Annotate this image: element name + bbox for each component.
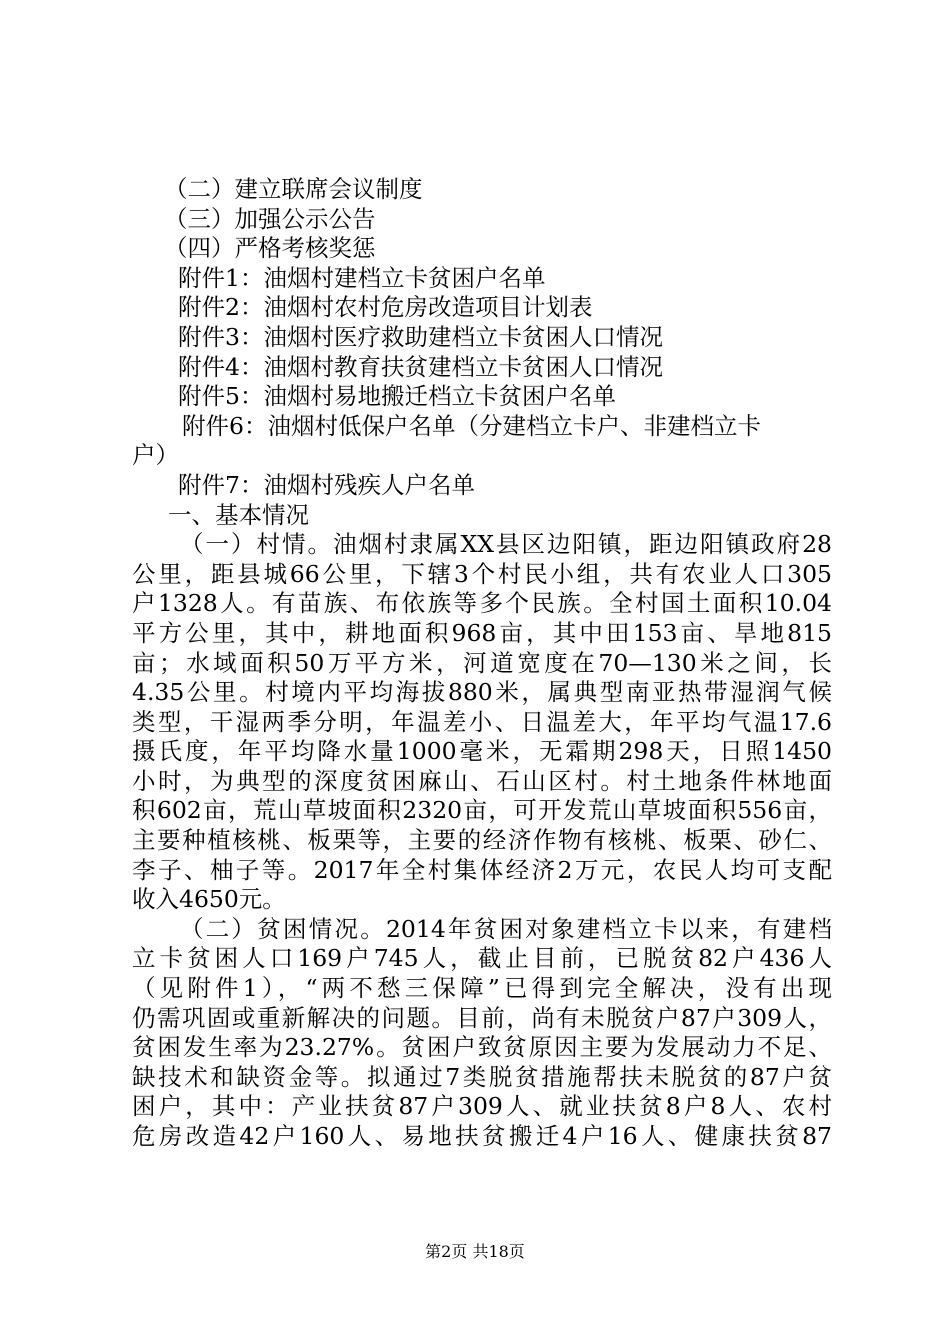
text-line: （三）加强公示公告 — [164, 204, 376, 233]
text-line: 公里，距县城66公里，下辖3个村民小组，共有农业人口305 — [132, 559, 832, 588]
text-line: 立卡贫困人口169户745人，截止目前，已脱贫82户436人 — [132, 944, 832, 973]
text-line: 户1328人。有苗族、布依族等多个民族。全村国土面积10.04 — [132, 589, 832, 618]
text-line: 困户，其中：产业扶贫87户309人、就业扶贫8户8人、农村 — [132, 1092, 832, 1121]
text-line: 收入4650元。 — [132, 885, 286, 914]
text-line: 积602亩，荒山草坡面积2320亩，可开发荒山草坡面积556亩， — [132, 796, 832, 825]
document-body — [132, 175, 832, 1152]
text-line: 主要种植核桃、板栗等，主要的经济作物有核桃、板栗、砂仁、 — [132, 826, 832, 855]
text-line: 附件4：油烟村教育扶贫建档立卡贫困人口情况 — [178, 352, 663, 381]
text-line: 缺技术和缺资金等。拟通过7类脱贫措施帮扶未脱贫的87户贫 — [132, 1062, 832, 1091]
text-line: 亩；水域面积50万平方米，河道宽度在70—130米之间，长 — [132, 648, 832, 677]
text-line: 摄氏度，年平均降水量1000毫米，无霜期298天，日照1450 — [132, 737, 832, 766]
text-line: 类型，干湿两季分明，年温差小、日温差大，年平均气温17.6 — [132, 707, 832, 736]
text-line: （二）建立联席会议制度 — [164, 175, 423, 203]
text-line: 户） — [132, 441, 179, 470]
text-line: （一）村情。油烟村隶属XX县区边阳镇，距边阳镇政府28 — [180, 530, 832, 559]
text-line: 危房改造42户160人、易地扶贫搬迁4户16人、健康扶贫87 — [132, 1122, 832, 1150]
text-line: 仍需巩固或重新解决的问题。目前，尚有未脱贫户87户309人， — [132, 1003, 832, 1032]
text-line: 一、基本情况 — [168, 500, 309, 529]
text-line: （见附件1），“两不愁三保障”已得到完全解决，没有出现 — [132, 974, 832, 1003]
text-line: 附件6：油烟村低保户名单（分建档立卡户、非建档立卡 — [182, 411, 761, 440]
text-line: 平方公里，其中，耕地面积968亩，其中田153亩、旱地815 — [132, 618, 832, 647]
text-line: 4.35公里。村境内平均海拔880米，属典型南亚热带湿润气候 — [132, 678, 832, 707]
text-line: 附件1：油烟村建档立卡贫困户名单 — [178, 263, 546, 292]
text-line: （二）贫困情况。2014年贫困对象建档立卡以来，有建档 — [180, 914, 832, 943]
text-line: 附件2：油烟村农村危房改造项目计划表 — [178, 293, 593, 322]
text-line: （四）严格考核奖惩 — [164, 234, 376, 263]
text-line: 附件5：油烟村易地搬迁档立卡贫困户名单 — [178, 382, 616, 411]
text-line: 小时，为典型的深度贫困麻山、石山区村。村土地条件林地面 — [132, 766, 832, 795]
text-line: 贫困发生率为23.27%。贫困户致贫原因主要为发展动力不足、 — [132, 1033, 832, 1062]
text-line: 附件3：油烟村医疗救助建档立卡贫困人口情况 — [178, 322, 663, 351]
page-footer: 第2页 共18页 — [425, 1242, 525, 1261]
text-line: 李子、柚子等。2017年全村集体经济2万元，农民人均可支配 — [132, 855, 832, 884]
text-line: 附件7：油烟村残疾人户名单 — [178, 470, 475, 499]
